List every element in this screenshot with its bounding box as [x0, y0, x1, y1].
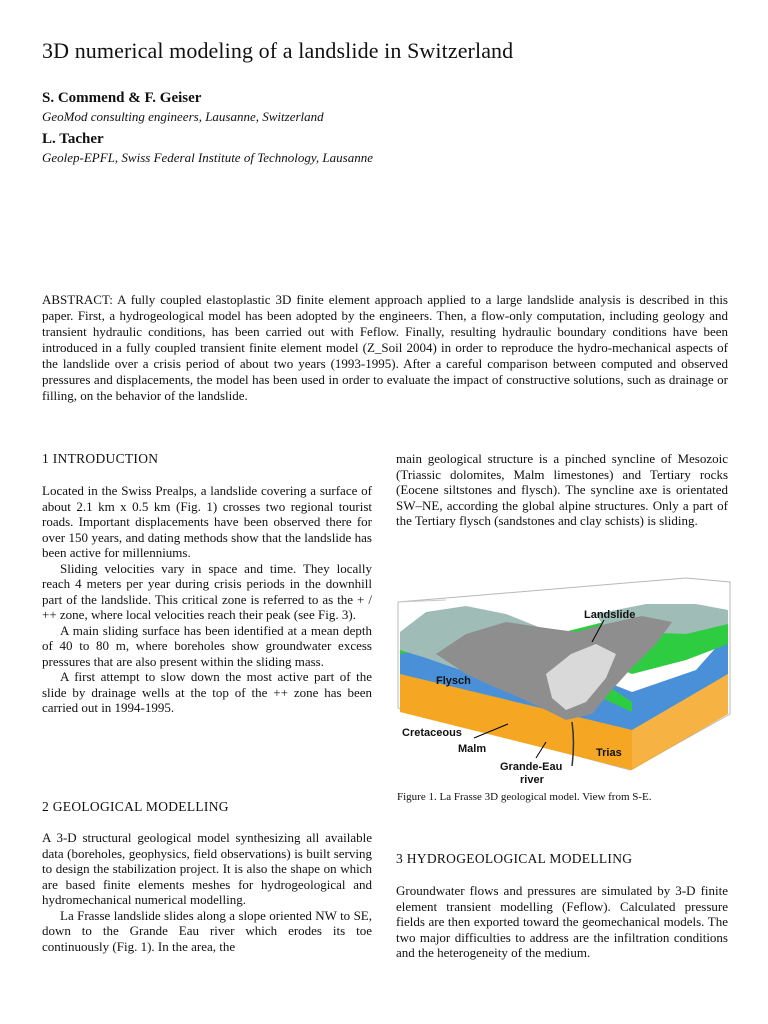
section-3-paragraph: Groundwater flows and pressures are simulated by 3-D finite element transient modelling (Feflow). Calculated pressure fields are then exported toward the geomechanical models. The two major difficulties to address are the infiltration conditions and the heterogeneity of the medium. [396, 883, 728, 960]
section-1-heading: 1 INTRODUCTION [42, 451, 159, 466]
figure-caption: Figure 1. La Frasse 3D geological model. View from S-E. [397, 791, 652, 803]
section-2-body [42, 830, 372, 954]
paper-title: 3D numerical modeling of a landslide in Switzerland [42, 38, 514, 63]
section-3-body [396, 883, 728, 961]
figure-1 [396, 574, 732, 788]
section-2-heading: 2 GEOLOGICAL MODELLING [42, 799, 229, 814]
malm-label: Malm [458, 743, 487, 755]
abstract: ABSTRACT: A fully coupled elastoplastic 3D finite element approach applied to a large landslide analysis is described in this paper. First, a hydrogeological model has been adopted by the engineers. Then, a flow-only computation, including geology and transient hydraulic conditions, has been carried out with Feflow. Finally, resulting hydraulic boundary conditions have been introduced in a fully coupled transient finite element model (Z_Soil 2004) in order to reproduce the hydro-mechanical aspects of the landslide over a crisis period of about two years (1993-1995). After a careful comparison between computed and observed pressures and displacements, the model has been used in order to evaluate the impact of constructive solutions, such as drainage or filling, on the behavior of the landslide. [42, 292, 728, 403]
author-names-2: L. Tacher [42, 131, 104, 147]
river-label-line1: Grande-Eau [500, 761, 563, 773]
section-1-paragraph: A main sliding surface has been identified at a mean depth of 40 to 80 m, where boreholes show groundwater excess pressures that are also present within the sliding mass. [42, 622, 372, 669]
landslide-label: Landslide [584, 609, 636, 621]
author-affiliation-1: GeoMod consulting engineers, Lausanne, Switzerland [42, 109, 324, 124]
section-2-paragraph: A 3-D structural geological model synthesizing all available data (boreholes, geophysics, field observations) is built serving to design the stabilization project. It is also the shape on which are based finite elements meshes for hydrogeological and hydromechanical numerical modelling. [42, 830, 372, 907]
geological-model-3d [396, 574, 732, 788]
section-3-heading: 3 HYDROGEOLOGICAL MODELLING [396, 851, 633, 866]
section-1-paragraph: A first attempt to slow down the most active part of the slide by drainage wells at the top of the ++ zone has been carried out in 1994-1995. [42, 669, 372, 715]
trias-label: Trias [596, 747, 622, 759]
section-2-paragraph: La Frasse landslide slides along a slope oriented NW to SE, down to the Grande Eau river which erodes its toe continuously (Fig. 1). In the area, the [42, 907, 372, 954]
section-1-body [42, 483, 372, 716]
flysch-label: Flysch [436, 675, 471, 687]
section-2-continuation [396, 451, 728, 529]
section-1-paragraph: Located in the Swiss Prealps, a landslide covering a surface of about 2.1 km x 0.5 km (Fig. 1) crosses two regional tourist roads. Important displacements have been observed there for over 150 years, and dating methods show that the landslide has been active for millenniums. [42, 483, 372, 560]
section-2-continuation-text: main geological structure is a pinched syncline of Mesozoic (Triassic dolomites, Malm limestones) and Tertiary rocks (Eocene siltstones and flysch). The syncline axe is orientated SW–NE, according the global alpine structures. Only a part of the Tertiary flysch (sandstones and clay schists) is sliding. [396, 451, 728, 528]
author-names-1: S. Commend & F. Geiser [42, 90, 202, 106]
river-label-line2: river [520, 774, 544, 786]
cretaceous-label: Cretaceous [402, 727, 462, 739]
section-1-paragraph: Sliding velocities vary in space and time. They locally reach 4 meters per year during crisis periods in the downhill part of the landslide. This critical zone is referred to as the + / ++ zone, where local velocities reach their peak (see Fig. 3). [42, 560, 372, 622]
author-affiliation-2: Geolep-EPFL, Swiss Federal Institute of Technology, Lausanne [42, 150, 373, 165]
